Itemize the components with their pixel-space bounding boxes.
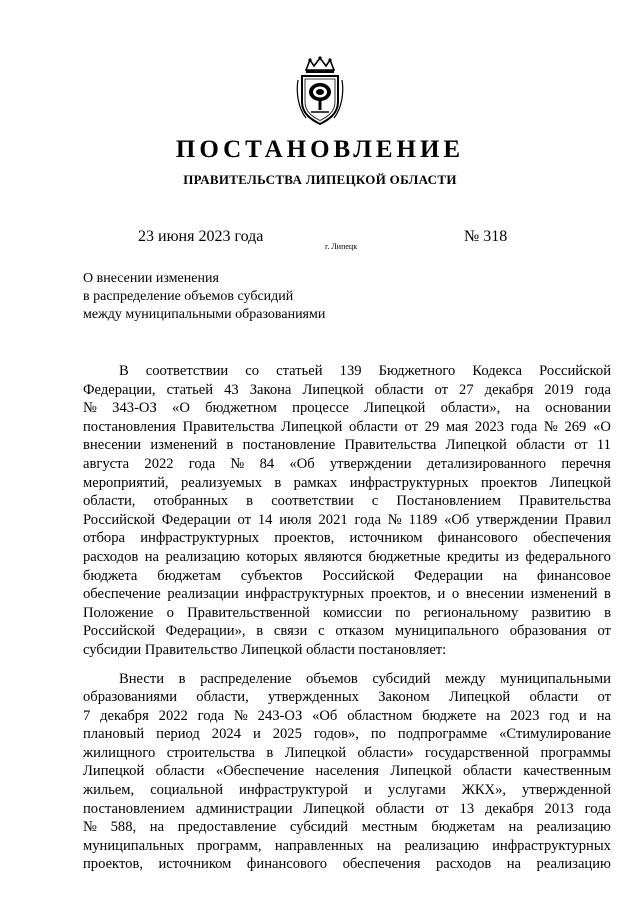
word: изменений [150,437,218,454]
word: 43 [224,381,239,398]
word: «Обеспечение [215,763,305,780]
word: субсидий [289,819,349,836]
word: Законом [378,689,430,706]
word: в [604,586,611,603]
word: на [376,837,392,854]
word: 27 [459,381,474,398]
word: области [374,381,424,398]
word: комиссии [323,604,383,621]
word: реализации [167,586,239,603]
word: в [604,604,611,621]
word: являются [304,548,363,565]
word: мероприятий, [83,474,169,491]
word: 7 [83,707,91,724]
word: года [354,511,381,528]
body-line [83,511,611,530]
word: 2025 [272,726,302,743]
word: Кодекса [472,363,523,379]
word: Правительства [519,493,611,510]
body-line [83,707,611,726]
word: 2024 [211,726,241,743]
body-line [83,455,611,474]
word: на [506,856,522,873]
word: Липецкой [303,800,365,817]
word: инфраструктурных [492,837,611,854]
word: Правительственной [187,604,310,621]
word: 14 [257,511,273,528]
word: социальной [150,782,224,799]
word: предоставление [177,819,277,836]
word: распределение [200,670,292,687]
word: Липецкой [281,418,343,435]
word: Липецкой [448,689,511,706]
body-line [83,670,611,689]
word: от [597,689,611,706]
body-line [83,548,611,567]
word: на [149,819,165,836]
word: в [178,670,186,687]
word: от [404,418,418,435]
body-line [83,622,611,641]
word: рамках [293,474,338,491]
word: Правил [564,511,611,528]
word: перечня [561,455,611,472]
word: Липецкой [284,744,347,761]
word: муниципальных [83,837,185,854]
word: мая [445,418,469,435]
word: о [166,604,174,621]
word: и [252,726,261,743]
word: Правительства [182,418,275,435]
word: Федерации», [165,623,246,640]
word: связи [273,623,308,640]
word: на [486,707,501,724]
word: Правительства [344,437,437,454]
body-line [83,474,611,493]
word: образованиями [83,689,178,706]
word: проектов, [83,856,143,873]
word: строительства [166,744,255,761]
word: субсидий [372,670,431,687]
word: постановлением [83,800,185,817]
word: и [437,586,446,603]
word: реализацию [536,856,611,873]
word: бюджете [422,707,477,724]
body-line [83,604,611,623]
word: Липецкой [445,437,507,454]
body-line [83,762,611,781]
word: Федерации, [83,381,156,398]
word: от [574,437,588,454]
word: на [596,707,611,724]
word: и [364,782,372,799]
word: 1189 [408,511,438,528]
word: со [245,363,260,379]
word: года [197,707,225,724]
word: бюджетные [368,548,441,565]
word: финансовое [537,567,611,584]
word: субъектов [240,567,303,584]
word: декабря [485,800,534,817]
word: 2019 [544,381,574,398]
word: плановый [83,726,145,743]
word: отказом [335,623,385,640]
word: 2022 [158,707,188,724]
word: отбора [83,530,125,547]
document-subtitle: ПРАВИТЕЛЬСТВА ЛИПЕЦКОЙ ОБЛАСТИ [183,172,457,187]
word: утверждении [476,511,558,528]
word: от [237,511,252,528]
word: в [246,493,254,510]
word: Липецкой [390,763,452,780]
body-line [83,744,611,763]
word: Липецкой [549,474,611,491]
word: Липецкой [364,400,426,417]
body-line [83,399,611,418]
word: реализацию [165,548,240,565]
document-city: г. Липецк [325,242,358,251]
word: и [579,707,587,724]
body-line [83,362,611,381]
word: образования [509,623,587,640]
word: обеспечения [342,856,421,873]
word: от [435,800,449,817]
word: направленных [274,837,364,854]
subject-line: между муниципальными образованиями [83,307,326,322]
word: инфраструктурных [140,530,260,547]
word: финансового [437,530,518,547]
word: Российской [539,363,611,379]
word: 2023 [474,418,505,435]
word: на [144,548,160,565]
body-line [83,800,611,819]
word: соответствии [271,493,354,510]
subject-line: О внесении изменения [83,271,219,286]
word: из [505,548,519,565]
word: отобранных [153,493,229,510]
word: муниципального [394,623,499,640]
word: в [274,474,282,491]
word: проектов, [370,586,431,603]
word: качественным [523,763,611,780]
word: внесении [465,586,524,603]
word: федерального [525,548,611,565]
word: внесении [83,437,142,454]
word: 2021 [318,511,348,528]
word: области [155,763,205,780]
word: местным [361,819,418,836]
word: год [549,707,570,724]
word: по [395,604,411,621]
word: программ, [197,837,262,854]
word: бюджетном [205,400,277,417]
word: Закона [249,381,292,398]
word: о [451,586,460,603]
word: соответствии [145,363,229,379]
word: 588, [110,819,137,836]
word: услугами [387,782,446,799]
word: реализацию [536,819,611,836]
word: которых [246,548,298,565]
word: процессе [292,400,349,417]
body-line [83,529,611,548]
document-number: № 318 [464,228,508,245]
word: 343-ОЗ [112,400,157,417]
word: июля [279,511,312,528]
word: декабря [484,381,534,398]
word: на [515,400,530,417]
word: области [375,800,425,817]
word: реализацию [404,837,479,854]
word: года [510,418,538,435]
word: инфраструктурных [245,586,365,603]
word: бюджетам [157,567,221,584]
word: подпрограмме [397,726,488,743]
body-line [83,436,611,455]
word: бюджета [83,567,138,584]
word: «Стимулирование [499,726,611,743]
word: региональному [423,604,519,621]
body-line [83,567,611,586]
word: программы [540,744,611,761]
word: утверждении [329,455,412,472]
body-line [83,418,611,437]
document-body [83,362,611,874]
word: области [349,418,398,435]
word: источником [349,530,423,547]
word: «Об [444,511,470,528]
word: 2022 [144,455,174,472]
word: от [434,381,449,398]
word: утвержденных [267,689,359,706]
word: области [516,437,565,454]
word: постановление [242,437,336,454]
body-line [83,781,611,800]
word: года [584,800,611,817]
word: государственной [425,744,530,761]
word: администрации [195,800,293,817]
word: от [597,623,611,640]
word: источником [158,856,232,873]
word: обеспечение [83,586,161,603]
word: Российской [322,567,395,584]
body-line [83,492,611,511]
body-line [83,688,611,707]
word: изменений [530,586,598,603]
word: расходов [435,856,492,873]
word: Липецкой [302,381,364,398]
word: бюджетам [431,819,495,836]
paragraph-2 [83,670,611,875]
word: Бюджетного [378,363,456,379]
coat-of-arms-icon [294,56,346,126]
document-date: 23 июня 2023 года [138,228,264,245]
word: № [543,418,558,435]
paragraph-1 [83,362,611,660]
word: в [256,623,264,640]
word: обеспечения [533,530,611,547]
word: Липецкой [83,763,145,780]
word: проектов, [274,530,335,547]
word: Федерации [414,567,484,584]
body-line [83,725,611,744]
word: Федерации [161,511,231,528]
subject-line: в распределение объемов субсидий [83,289,294,304]
word: 2023 [510,707,540,724]
word: населения [315,763,379,780]
word: области, [196,689,249,706]
word: между [445,670,486,687]
word: на [508,819,523,836]
word: Российской [83,623,155,640]
body-line [83,818,611,837]
word: основании [545,400,611,417]
document-subject [83,270,325,324]
word: в [266,744,274,761]
word: инфраструктурных [349,474,469,491]
word: жильем, [83,782,135,799]
word: муниципальными [500,670,611,687]
word: жилищного [83,744,156,761]
word: 269 [564,418,587,435]
word: объемов [306,670,358,687]
word: области, [83,493,136,510]
word: Российской [83,511,155,528]
body-line [83,855,611,874]
word: развитию [531,604,591,621]
body-line [83,381,611,400]
word: области» [357,744,414,761]
word: расходов [83,548,139,565]
word: № [233,707,248,724]
word: области», [440,400,501,417]
word: реализуемых [180,474,262,491]
word: годов», [313,726,359,743]
word: «Об [289,455,315,472]
word: декабря [100,707,149,724]
word: Положение [83,604,154,621]
word: ЖКХ», [461,782,507,799]
word: Постановлением [396,493,501,510]
body-line: субсидии Правительство Липецкой области постановляет: [83,641,447,658]
word: В [119,363,129,379]
word: августа [83,455,130,472]
word: областном [347,707,413,724]
word: с [318,623,325,640]
word: в [226,437,234,454]
word: постановления [83,418,176,435]
word: статьей [166,381,214,398]
word: утвержденной [522,782,611,799]
word: «О [593,418,611,435]
word: «О [172,400,190,417]
word: период [156,726,200,743]
word: финансового [246,856,328,873]
word: проектов [480,474,538,491]
document-title: ПОСТАНОВЛЕНИЕ [175,136,465,163]
word: «Об [312,707,338,724]
word: № [83,819,97,836]
word: кредиты [446,548,499,565]
word: на [502,567,518,584]
word: 2013 [544,800,574,817]
body-line [83,585,611,604]
word: инфраструктурой [239,782,349,799]
word: области [529,689,579,706]
body-line [83,837,611,856]
word: статьей [276,363,323,379]
word: области [463,763,512,780]
word: 243-ОЗ [257,707,303,724]
word: Внести [119,670,165,687]
word: № [230,455,245,472]
word: № [387,511,402,528]
word: 11 [596,437,611,454]
word: по [370,726,386,743]
word: с [371,493,379,510]
word: 139 [339,363,362,379]
word: 29 [424,418,440,435]
word: 13 [459,800,475,817]
word: 84 [259,455,275,472]
word: года [584,381,611,398]
word: детализированного [426,455,547,472]
word: № [83,400,97,417]
word: года [188,455,216,472]
